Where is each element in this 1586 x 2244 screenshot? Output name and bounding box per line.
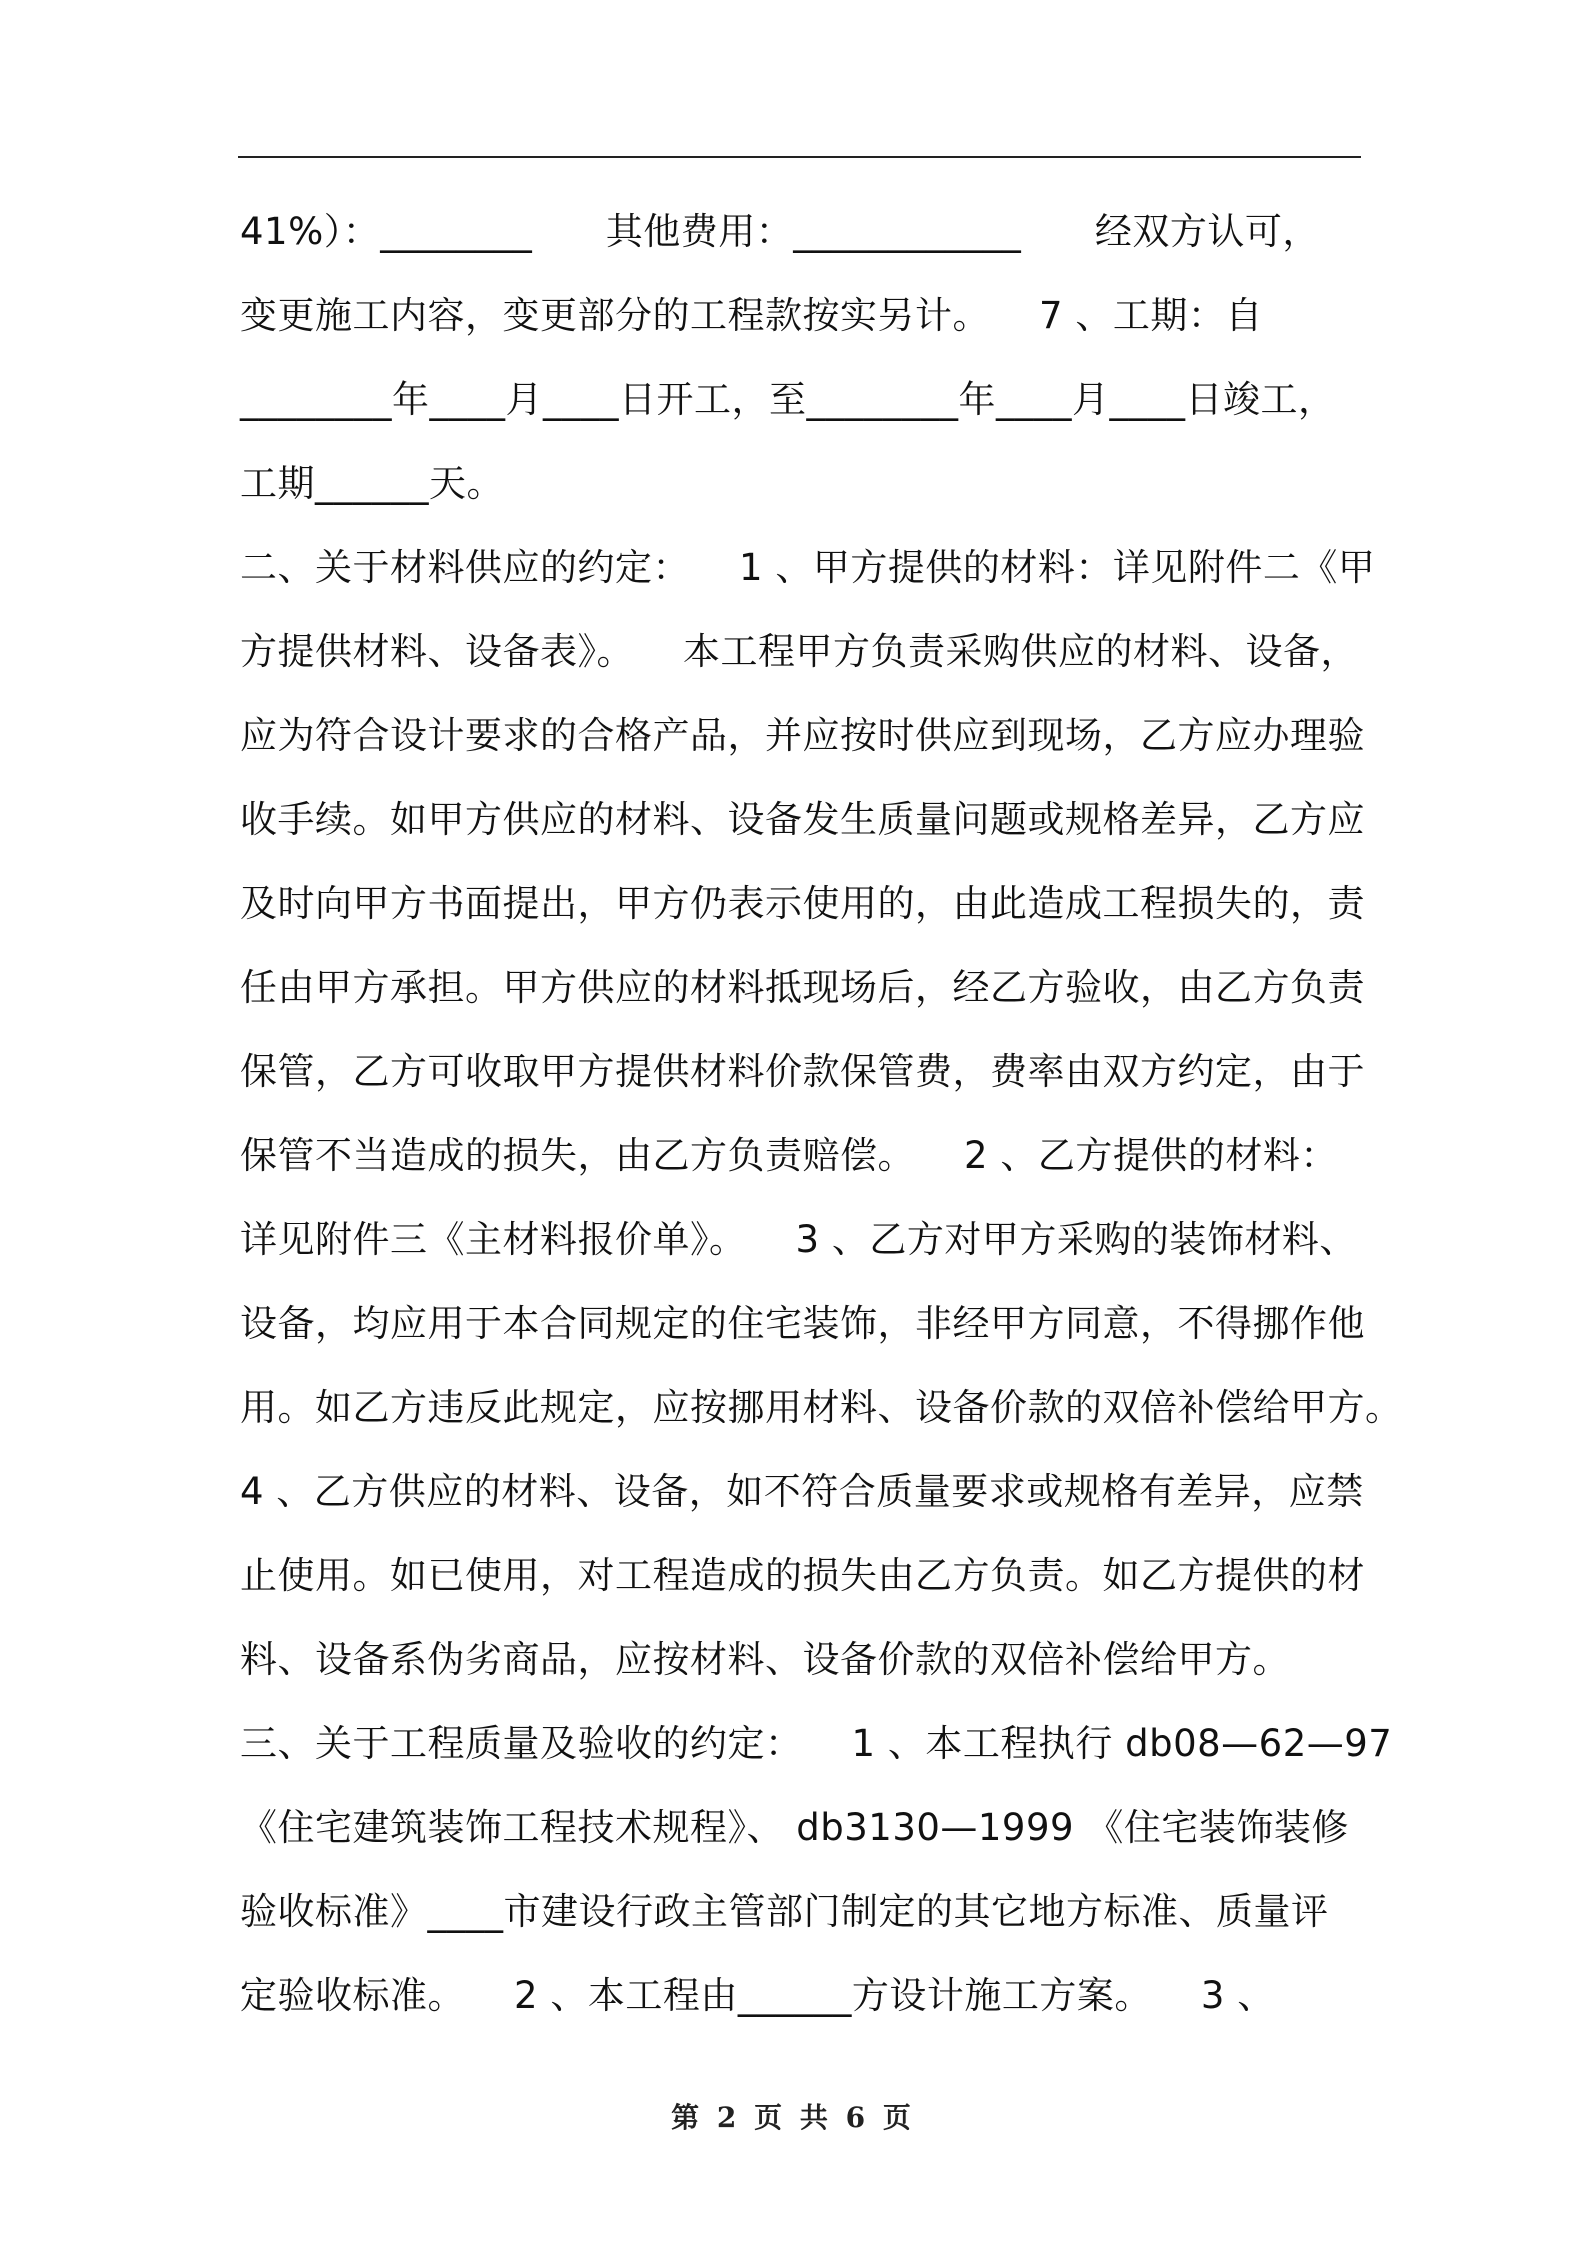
text-line: 工期______天。 bbox=[240, 462, 504, 505]
text-line: 详见附件三《主材料报价单》。 3 、乙方对甲方采购的装饰材料、 bbox=[240, 1218, 1357, 1261]
text-line: 料、设备系伪劣商品，应按材料、设备价款的双倍补偿给甲方。 bbox=[240, 1638, 1290, 1681]
text-line: 定验收标准。 2 、本工程由______方设计施工方案。 3 、 bbox=[240, 1974, 1275, 2017]
text-line: 保管不当造成的损失，由乙方负责赔偿。 2 、乙方提供的材料： bbox=[240, 1134, 1338, 1177]
text-line: 方提供材料、设备表》。 本工程甲方负责采购供应的材料、设备， bbox=[240, 630, 1359, 673]
text-line: 三、关于工程质量及验收的约定： 1 、本工程执行 db08—62—97 bbox=[240, 1722, 1393, 1765]
text-line: 变更施工内容，变更部分的工程款按实另计。 7 、工期：自 bbox=[240, 294, 1263, 337]
text-line: 设备，均应用于本合同规定的住宅装饰，非经甲方同意，不得挪作他 bbox=[240, 1302, 1365, 1345]
text-line: 止使用。如已使用，对工程造成的损失由乙方负责。如乙方提供的材 bbox=[240, 1554, 1365, 1597]
text-line: 及时向甲方书面提出，甲方仍表示使用的，由此造成工程损失的，责 bbox=[240, 882, 1365, 925]
header-divider bbox=[238, 156, 1361, 158]
page-number-footer: 第 2 页 共 6 页 bbox=[671, 2101, 915, 2134]
text-line: 4 、乙方供应的材料、设备，如不符合质量要求或规格有差异，应禁 bbox=[240, 1470, 1364, 1513]
text-line: 任由甲方承担。甲方供应的材料抵现场后，经乙方验收，由乙方负责 bbox=[240, 966, 1365, 1009]
contract-body bbox=[240, 190, 1403, 2038]
text-line: 验收标准》____市建设行政主管部门制定的其它地方标准、质量评 bbox=[240, 1890, 1329, 1933]
text-line: 41%）：________ 其他费用：____________ 经双方认可， bbox=[240, 210, 1320, 253]
text-line: 《住宅建筑装饰工程技术规程》、 db3130—1999 《住宅装饰装修 bbox=[240, 1806, 1349, 1849]
text-line: 收手续。如甲方供应的材料、设备发生质量问题或规格差异，乙方应 bbox=[240, 798, 1365, 841]
text-line: 二、关于材料供应的约定： 1 、甲方提供的材料：详见附件二《甲 bbox=[240, 546, 1376, 589]
text-line: 用。如乙方违反此规定，应按挪用材料、设备价款的双倍补偿给甲方。 bbox=[240, 1386, 1403, 1429]
text-line: ________年____月____日开工，至________年____月____日竣工， bbox=[240, 378, 1336, 421]
text-line: 保管，乙方可收取甲方提供材料价款保管费，费率由双方约定，由于 bbox=[240, 1050, 1365, 1093]
text-line: 应为符合设计要求的合格产品，并应按时供应到现场，乙方应办理验 bbox=[240, 714, 1365, 757]
